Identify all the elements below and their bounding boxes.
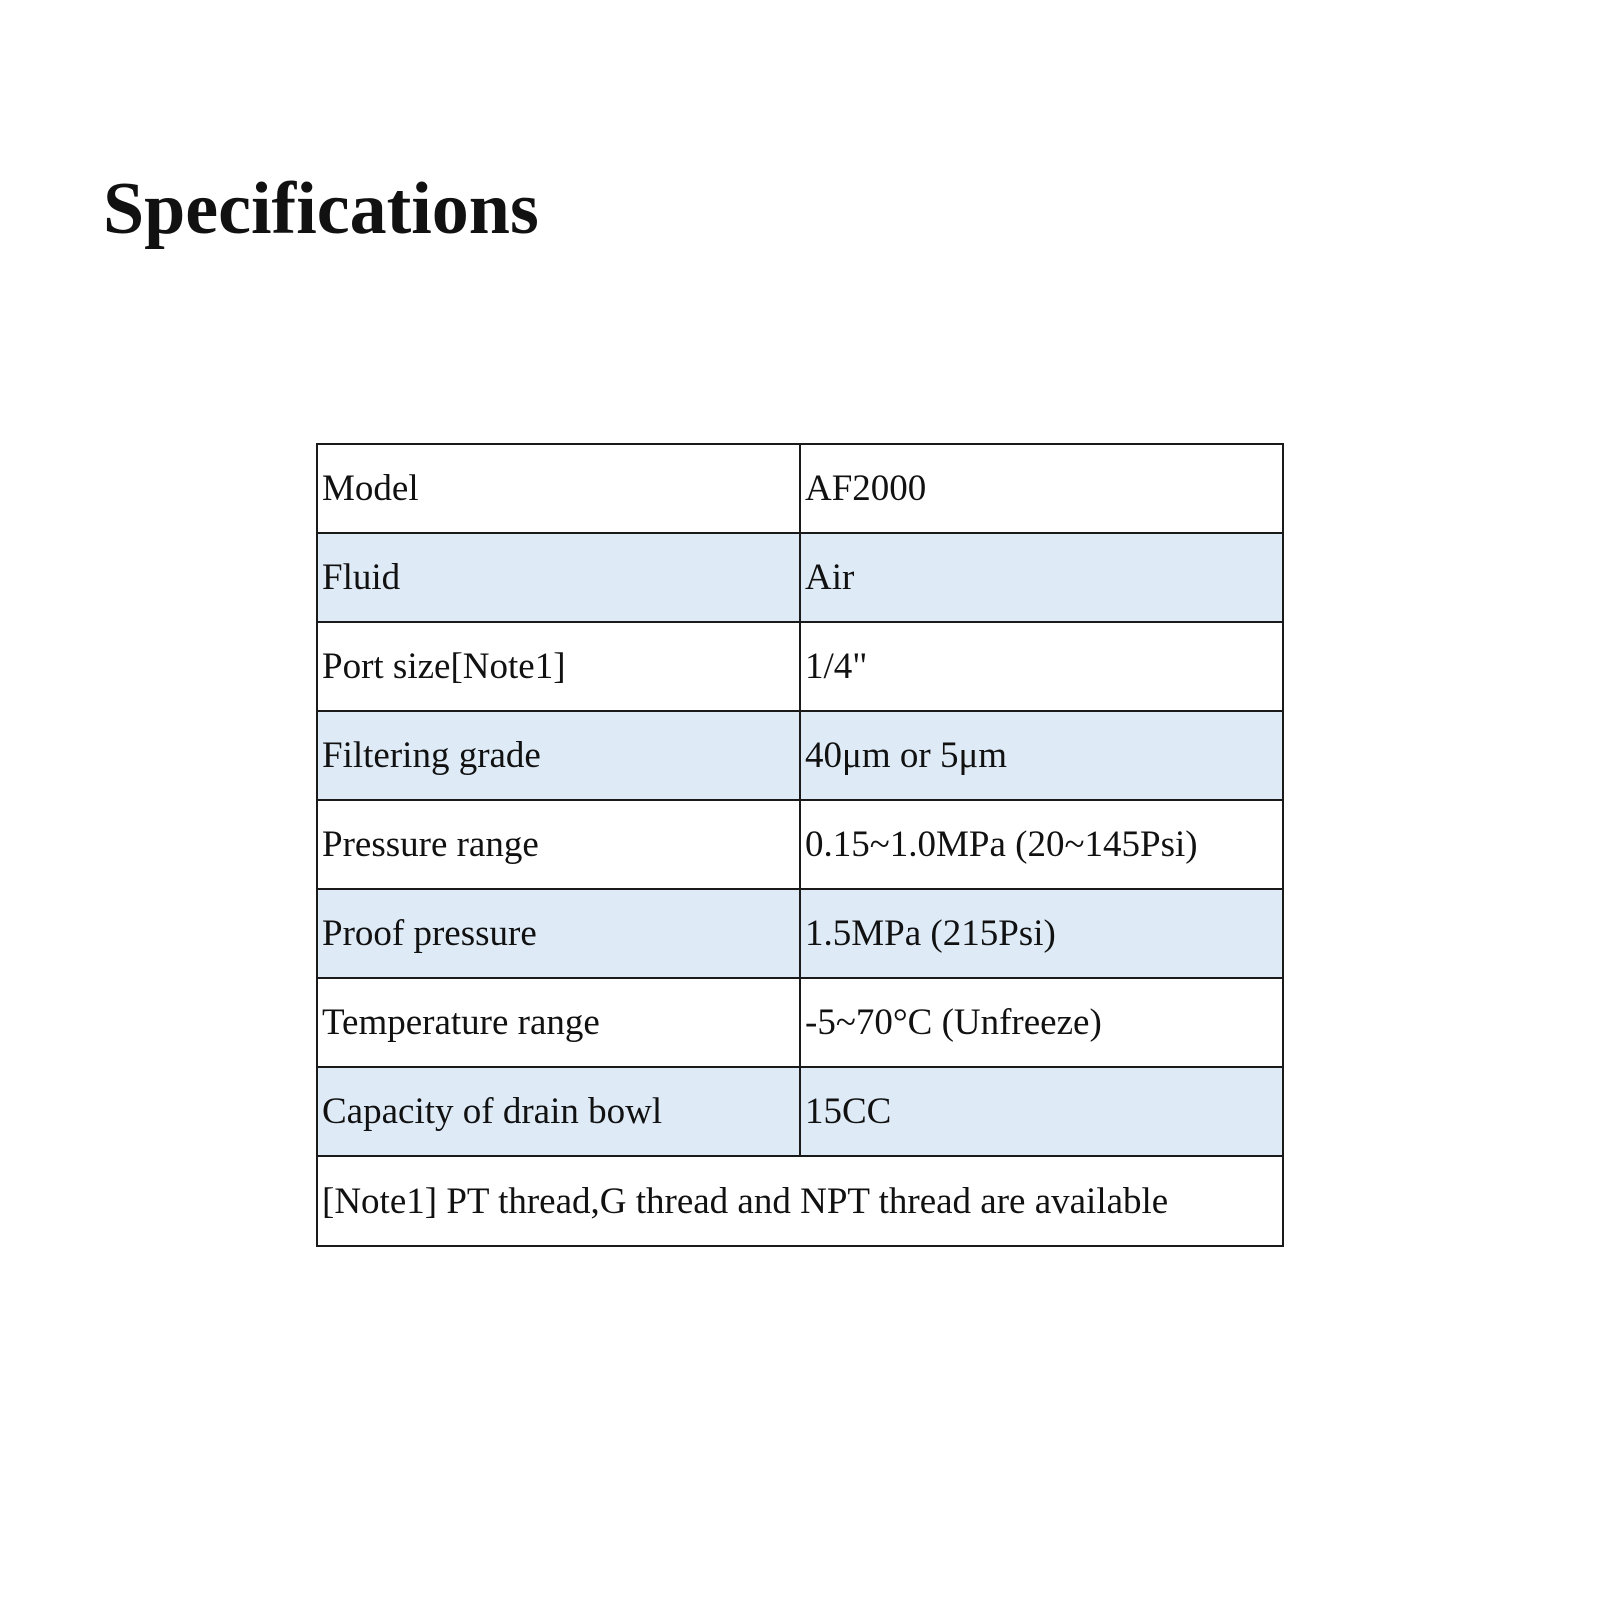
table-note: [Note1] PT thread,G thread and NPT thread are available (317, 1156, 1283, 1246)
spec-label: Model (317, 444, 800, 533)
spec-label: Capacity of drain bowl (317, 1067, 800, 1156)
table-row (317, 711, 1283, 800)
spec-value: 1/4" (800, 622, 1283, 711)
spec-value: 0.15~1.0MPa (20~145Psi) (800, 800, 1283, 889)
table-row (317, 978, 1283, 1067)
table-row (317, 800, 1283, 889)
spec-label: Fluid (317, 533, 800, 622)
spec-value: AF2000 (800, 444, 1283, 533)
spec-value: 1.5MPa (215Psi) (800, 889, 1283, 978)
spec-label: Filtering grade (317, 711, 800, 800)
spec-label: Proof pressure (317, 889, 800, 978)
table-row (317, 444, 1283, 533)
spec-label: Temperature range (317, 978, 800, 1067)
spec-label: Port size[Note1] (317, 622, 800, 711)
specifications-table (316, 443, 1284, 1247)
note-row (317, 1156, 1283, 1246)
spec-value: Air (800, 533, 1283, 622)
spec-label: Pressure range (317, 800, 800, 889)
spec-value: 15CC (800, 1067, 1283, 1156)
spec-value: -5~70°C (Unfreeze) (800, 978, 1283, 1067)
table-row (317, 889, 1283, 978)
table-row (317, 533, 1283, 622)
page-title: Specifications (103, 168, 539, 250)
table-row (317, 1067, 1283, 1156)
spec-value: 40μm or 5μm (800, 711, 1283, 800)
table-row (317, 622, 1283, 711)
